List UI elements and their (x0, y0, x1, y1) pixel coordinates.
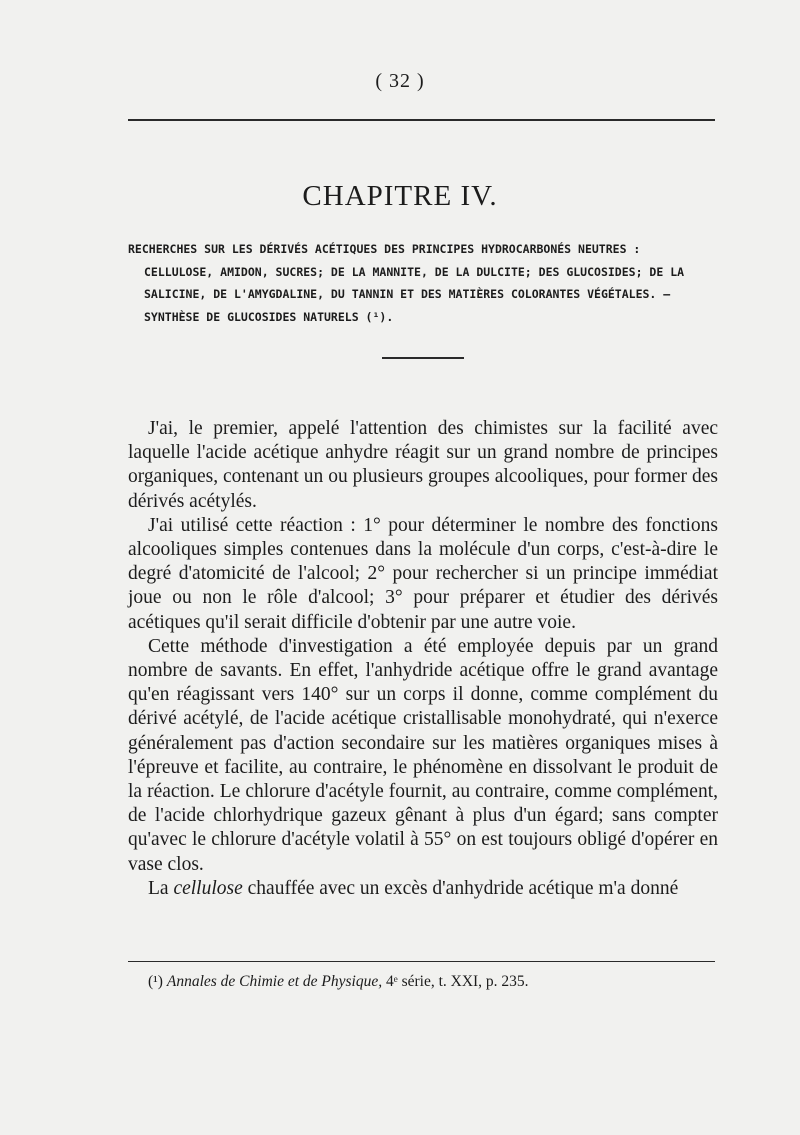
paragraph (128, 877, 718, 901)
body-text (128, 417, 718, 901)
footnote-rule (128, 961, 715, 962)
footnote-ref: 4ᵉ série, t. XXI, p. 235. (382, 973, 529, 990)
italic-term: cellulose (173, 877, 243, 899)
paragraph-lead: La (148, 877, 174, 899)
summary-line: RECHERCHES SUR LES DÉRIVÉS ACÉTIQUES DES PRINCIPES HYDROCARBONÉS NEUTRES : (128, 242, 641, 256)
top-rule (128, 119, 715, 121)
summary-line: CELLULOSE, AMIDON, SUCRES; DE LA MANNITE, DE LA DULCITE; DES GLUCOSIDES; DE LA (144, 264, 685, 279)
paragraph-rest: chauffée avec un excès d'anhydride acétique m'a donné (242, 877, 679, 899)
footnote-marker: (¹) (148, 973, 163, 990)
summary-line: SALICINE, DE L'AMYGDALINE, DU TANNIN ET DES MATIÈRES COLORANTES VÉGÉTALES. — (144, 287, 671, 301)
footnote (148, 971, 708, 993)
summary-line: SYNTHÈSE DE GLUCOSIDES NATURELS (¹). (144, 309, 394, 324)
chapter-summary (128, 238, 718, 328)
section-divider (382, 357, 464, 359)
page-number: ( 32 ) (375, 70, 425, 92)
chapter-title: CHAPITRE IV. (302, 180, 498, 212)
footnote-source: Annales de Chimie et de Physique, (166, 973, 383, 990)
paragraph: J'ai utilisé cette réaction : 1° pour déterminer le nombre des fonctions alcooliques simples contenues dans la molécule d'un corps, c'est-à-dire le degré d'atomicité de l'alcool; 2° pour rechercher si un principe immédiat joue ou non le rôle d'alcool; 3° pour préparer et étudier des dérivés acétiques qu'il serait difficile d'obtenir par une autre voie. (128, 514, 718, 633)
paragraph: Cette méthode d'investigation a été employée depuis par un grand nombre de savants. En effet, l'anhydride acétique offre le grand avantage qu'en réagissant vers 140° sur un corps il donne, comme complément du dérivé acétylé, de l'acide acétique cristallisable monohydraté, qui n'exerce généralement pas d'action secondaire sur les matières organiques mises à l'épreuve et facilite, au contraire, le phénomène en dissolvant le produit de la réaction. Le chlorure d'acétyle fournit, au contraire, comme complément, de l'acide chlorhydrique gazeux gênant à plus d'un égard; sans compter qu'avec le chlorure d'acétyle volatil à 55° on est toujours obligé d'opérer en vase clos. (128, 635, 718, 875)
paragraph: J'ai, le premier, appelé l'attention des chimistes sur la facilité avec laquelle l'acide acétique anhydre réagit sur un grand nombre de principes organiques, contenant un ou plusieurs groupes alcooliques, pour former des dérivés acétylés. (128, 418, 718, 512)
